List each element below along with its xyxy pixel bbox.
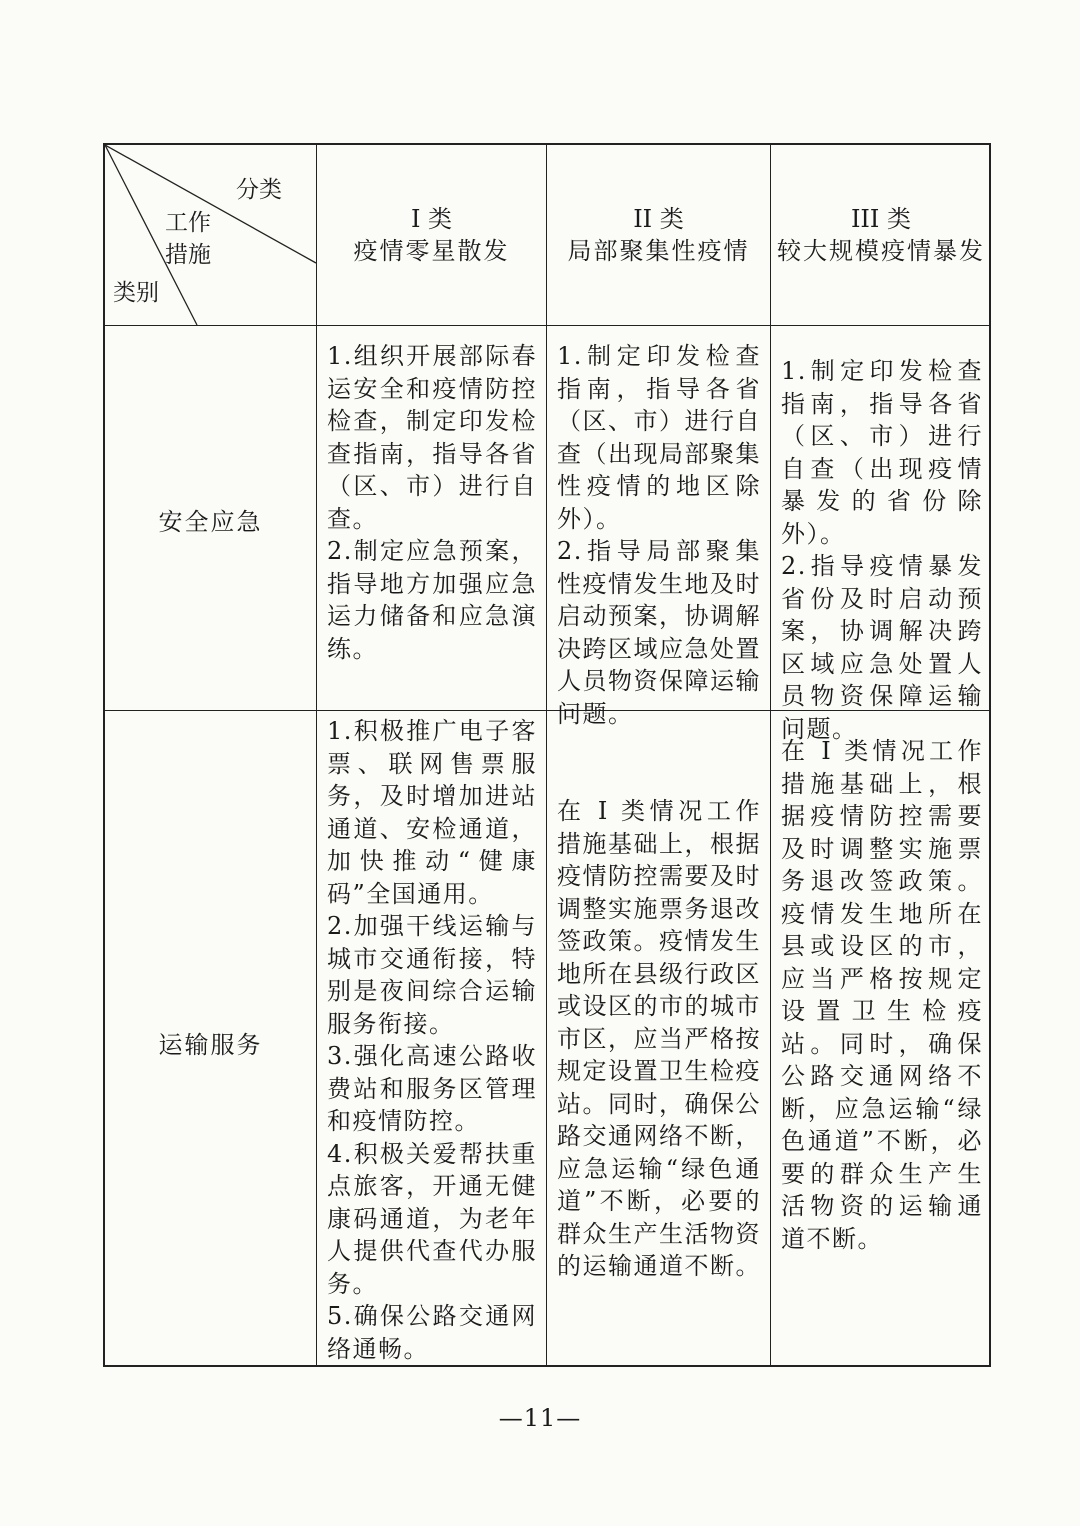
row-label-safety-emergency: 安全应急 bbox=[158, 508, 263, 536]
column-divider bbox=[546, 145, 547, 1365]
table-cell: 1.制定印发检查指南，指导各省（区、市）进行自查（出现局部聚集性疫情的地区除外）。 2.指导局部聚集性疫情发生地及时启动预案，协调解决跨区域应急处置人员物资保障运输问题。 bbox=[557, 342, 761, 728]
class-description: 局部聚集性疫情 bbox=[567, 237, 750, 265]
table-cell: 在 I 类情况工作措施基础上，根据疫情防控需要及时调整实施票务退改签政策。疫情发生地所在县或设区的市，应当严格按规定设置卫生检疫站。同时，确保公路交通网络不断，应急运输“绿色通道”不断，必要的群众生产生活物资的运输通道不断。 bbox=[781, 737, 983, 1253]
table-cell: 1.组织开展部际春运安全和疫情防控检查，制定印发检查指南，指导各省（区、市）进行自查。 2.制定应急预案，指导地方加强应急运力储备和应急演练。 bbox=[327, 342, 537, 663]
class-label: III 类 bbox=[850, 205, 912, 233]
table-cell: 在 I 类情况工作措施基础上，根据疫情防控需要及时调整实施票务退改签政策。疫情发生地所在县级行政区或设区的市的城市市区，应当严格按规定设置卫生检疫站。同时，确保公路交通网络不断，应急运输“绿色通道”不断，必要的群众生产生活物资的运输通道不断。 bbox=[557, 797, 761, 1280]
class-label: II 类 bbox=[633, 205, 684, 233]
table-cell: 1.积极推广电子客票、联网售票服务，及时增加进站通道、安检通道，加快推动“健康码”全国通用。 2.加强干线运输与城市交通衔接，特别是夜间综合运输服务衔接。 3.强化高速公路收费站和服务区管理和疫情防控。 4.积极关爱帮扶重点旅客，开通无健康码通道，为老年人提供代查代办服务。 5.确保公路交通网络通畅。 bbox=[327, 717, 537, 1363]
class-description: 疫情零星散发 bbox=[353, 237, 510, 265]
header-measure-label-1: 工作 bbox=[165, 210, 211, 236]
header-measure-label-2: 措施 bbox=[165, 242, 211, 268]
column-divider bbox=[316, 145, 317, 1365]
column-header-class-3 bbox=[771, 203, 991, 267]
header-type-label: 类别 bbox=[113, 280, 159, 306]
row-label-transport-service: 运输服务 bbox=[158, 1031, 263, 1059]
column-divider bbox=[770, 145, 771, 1365]
header-category-label: 分类 bbox=[236, 177, 282, 203]
measures-table bbox=[103, 143, 991, 1367]
column-header-class-2 bbox=[547, 203, 770, 267]
table-cell: 1.制定印发检查指南，指导各省（区、市）进行自查（出现疫情暴发的省份除外）。 2.指导疫情暴发省份及时启动预案，协调解决跨区域应急处置人员物资保障运输问题。 bbox=[781, 357, 983, 743]
page-number: —11— bbox=[498, 1404, 582, 1432]
class-description: 较大规模疫情暴发 bbox=[777, 237, 985, 265]
column-header-class-1 bbox=[317, 203, 546, 267]
class-label: I 类 bbox=[410, 205, 453, 233]
